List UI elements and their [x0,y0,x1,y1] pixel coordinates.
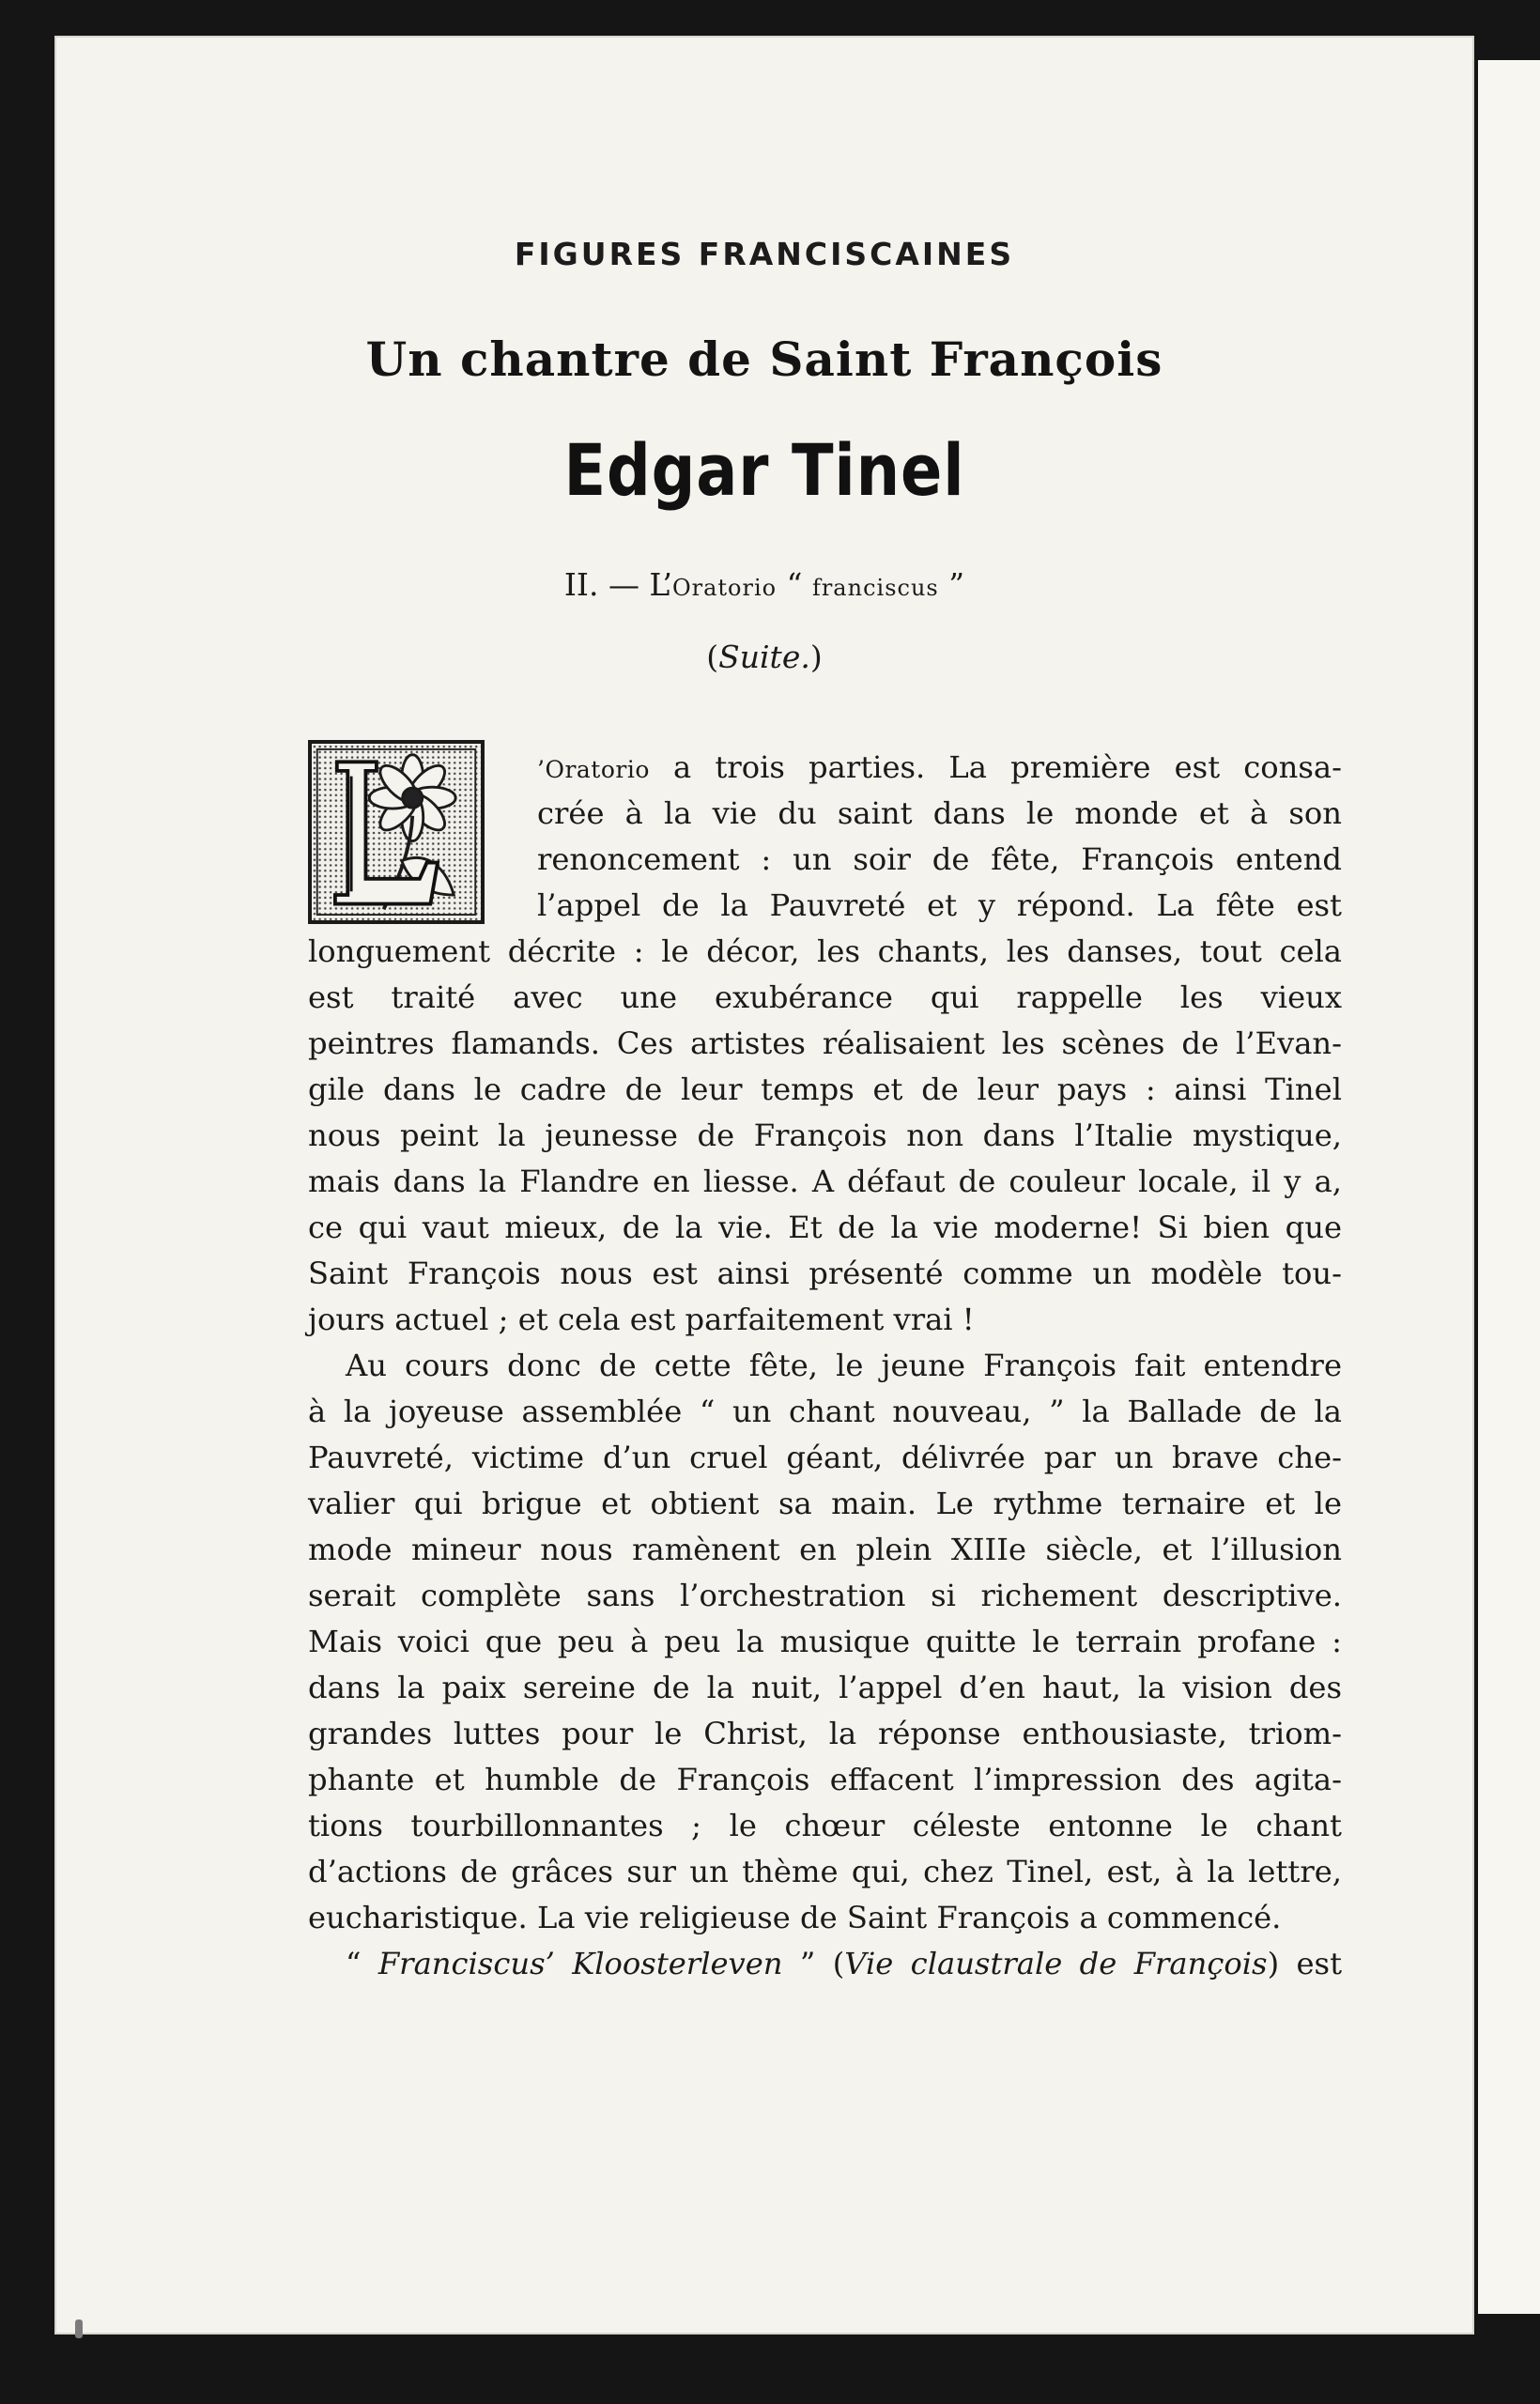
paragraph-1-line: Saint François nous est ainsi présenté comme un modèle tou- [308,1256,1342,1291]
paragraph-1-line: longuement décrite : le décor, les chants, les danses, tout cela [308,933,1342,969]
line-tail: ) est [1267,1946,1342,1981]
paragraph-1-line-1 [537,745,1342,791]
suite-close: ) [809,639,823,675]
scan-mark [75,2319,83,2338]
section-word: Oratorio [671,575,778,601]
paragraph-2-line: Mais voici que peu à peu la musique quitte le terrain profane : [308,1624,1342,1659]
paragraph-2-line: valier qui brigue et obtient sa main. Le rythme ternaire et le [308,1486,1342,1521]
paragraph-1-line: peintres flamands. Ces artistes réalisaient les scènes de l’Evan- [308,1025,1342,1061]
paragraph-1-line: est traité avec une exubérance qui rappelle les vieux [308,979,1342,1015]
work-gloss: Vie claustrale de François [844,1946,1268,1981]
paragraph-1-line: gile dans le cadre de leur temps et de leur pays : ainsi Tinel [308,1071,1342,1107]
paragraph-2-line: serait complète sans l’orchestration si richement descriptive. [308,1578,1342,1613]
author-heading: Edgar Tinel [563,428,965,512]
drop-cap [308,740,485,924]
paragraph-2-line: mode mineur nous ramènent en plein XIIIe siècle, et l’illusion [308,1532,1342,1567]
work-title: Franciscus’ Kloosterleven [377,1946,783,1981]
paragraph-1-line: nous peint la jeunesse de François non dans l’Italie mystique, [308,1117,1342,1153]
paragraph-1-line: ce qui vaut mieux, de la vie. Et de la vie moderne! Si bien que [308,1210,1342,1245]
paragraph-3-line [308,1941,1342,1987]
section-quote-open: “ [777,566,812,603]
suite-open: ( [706,639,719,675]
section-quote-close: ” [938,566,965,603]
section-numeral: II. — L’ [563,566,672,603]
paragraph-1-line: crée à la vie du saint dans le monde et à son [537,795,1342,831]
flower-ornament-icon [312,744,481,920]
paragraph-2-line: à la joyeuse assemblée “ un chant nouveau, ” la Ballade de la [308,1394,1342,1429]
paragraph-1-line: jours actuel ; et cela est parfaitement vrai ! [308,1302,975,1337]
article-title: Un chantre de Saint François [365,331,1163,387]
paragraph-2-line: eucharistique. La vie religieuse de Saint François a commencé. [308,1900,1282,1935]
paragraph-1-line: mais dans la Flandre en liesse. A défaut de couleur locale, il y a, [308,1163,1342,1199]
section-heading [54,566,1474,603]
first-word: ’Oratorio [537,756,650,783]
paragraph-2-line: Pauvreté, victime d’un cruel géant, délivrée par un brave che- [308,1440,1342,1475]
facing-page-edge [1478,60,1540,2314]
paragraph-1-line: l’appel de la Pauvreté et y répond. La fête est [537,887,1342,923]
running-head: FIGURES FRANCISCAINES [514,236,1015,272]
quote-close: ” ( [782,1946,845,1981]
paragraph-2-line: tions tourbillonnantes ; le chœur céleste entonne le chant [308,1808,1342,1843]
paragraph-1-line: renoncement : un soir de fête, François entend [537,841,1342,877]
paragraph-2-line: grandes luttes pour le Christ, la réponse enthousiaste, triom- [308,1716,1342,1751]
book-page [54,36,1474,2335]
paragraph-2-line: d’actions de grâces sur un thème qui, chez Tinel, est, à la lettre, [308,1854,1342,1889]
line-1-rest: a trois parties. La première est consa- [649,749,1342,785]
suite-word: Suite. [718,639,810,675]
paragraph-2-line: Au cours donc de cette fête, le jeune François fait entendre [346,1348,1342,1383]
quote-open: “ [346,1946,378,1981]
paragraph-2-line: phante et humble de François effacent l’impression des agita- [308,1762,1342,1797]
paragraph-2-line: dans la paix sereine de la nuit, l’appel d’en haut, la vision des [308,1670,1342,1705]
section-work: franciscus [811,575,939,601]
suite-note [54,639,1474,675]
